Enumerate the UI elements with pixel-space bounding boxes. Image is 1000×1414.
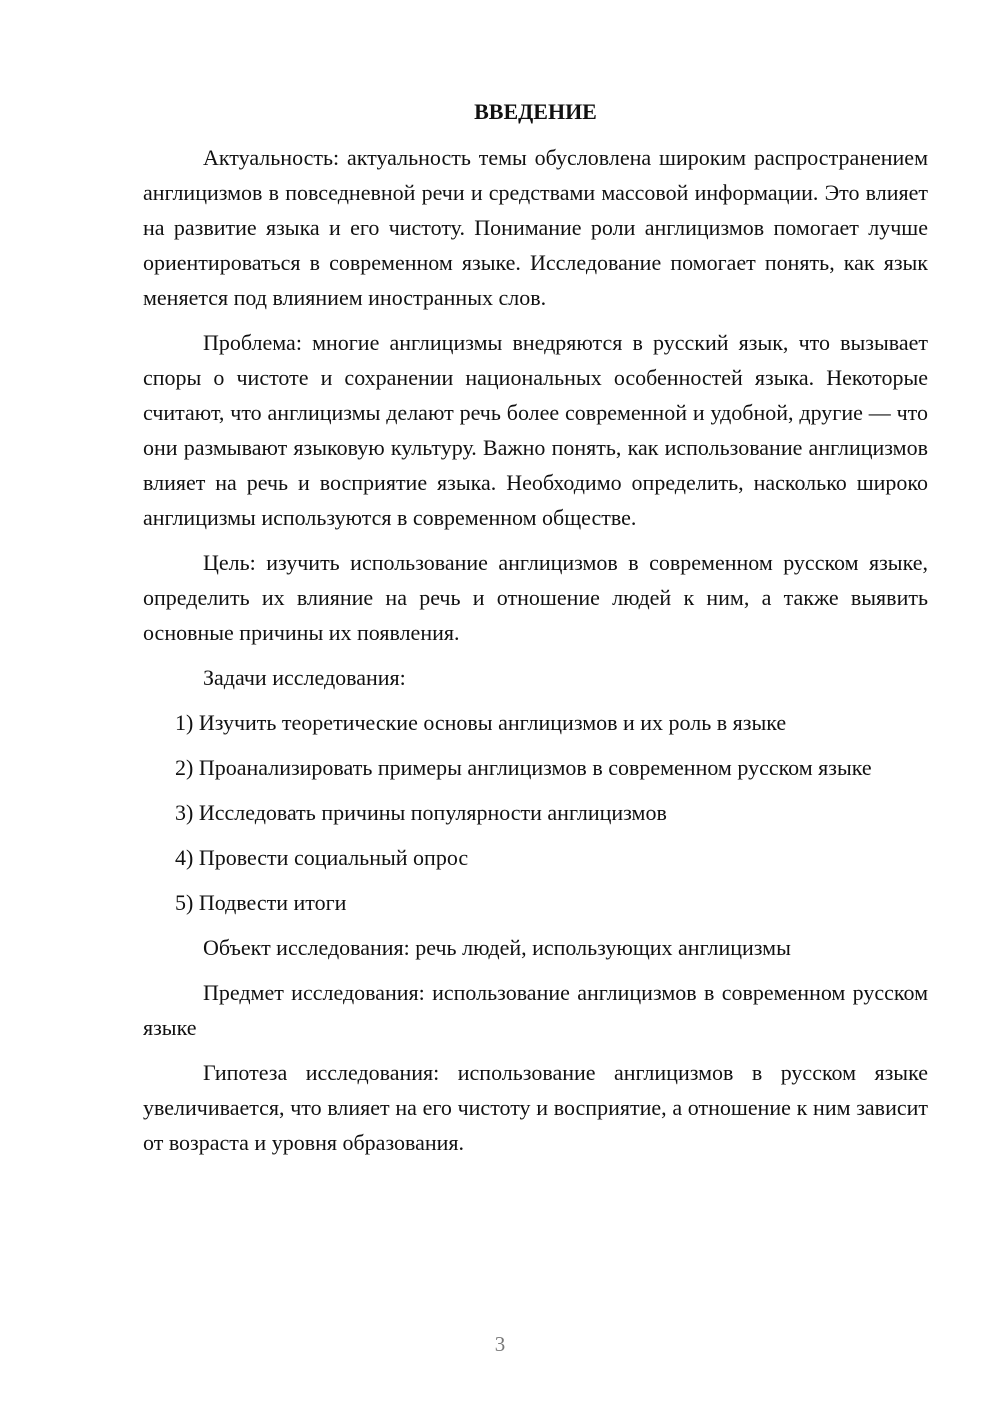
tasks-heading: Задачи исследования:	[203, 665, 406, 690]
research-subject: Предмет исследования: использование англицизмов в современном русском языке	[143, 980, 928, 1040]
task-item: 1) Изучить теоретические основы англицизмов и их роль в языке	[175, 710, 787, 735]
task-item: 2) Проанализировать примеры англицизмов в современном русском языке	[175, 755, 872, 780]
page-title: ВВЕДЕНИЕ	[474, 99, 597, 124]
research-hypothesis: Гипотеза исследования: использование англицизмов в русском языке увеличивается, что влияет на его чистоту и восприятие, а отношение к ним зависит от возраста и уровня образования.	[143, 1060, 928, 1155]
task-item: 5) Подвести итоги	[175, 890, 347, 915]
task-item: 3) Исследовать причины популярности англицизмов	[175, 800, 667, 825]
goal-paragraph: Цель: изучить использование англицизмов в современном русском языке, определить их влияние на речь и отношение людей к ним, а также выявить основные причины их появления.	[143, 550, 928, 645]
problem-paragraph: Проблема: многие англицизмы внедряются в русский язык, что вызывает споры о чистоте и сохранении национальных особенностей языка. Некоторые считают, что англицизмы делают речь более современной и удобной, другие — что они размывают языковую культуру. Важно понять, как использование англицизмов влияет на речь и восприятие языка. Необходимо определить, насколько широко англицизмы используются в современном обществе.	[143, 330, 928, 530]
page-number: 3	[494, 1332, 506, 1356]
research-object: Объект исследования: речь людей, использующих англицизмы	[203, 935, 791, 960]
task-item: 4) Провести социальный опрос	[175, 845, 469, 870]
relevance-paragraph: Актуальность: актуальность темы обусловлена широким распространением англицизмов в повседневной речи и средствами массовой информации. Это влияет на развитие языка и его чистоту. Понимание роли англицизмов помогает лучше ориентироваться в современном языке. Исследование помогает понять, как язык меняется под влиянием иностранных слов.	[143, 145, 928, 310]
